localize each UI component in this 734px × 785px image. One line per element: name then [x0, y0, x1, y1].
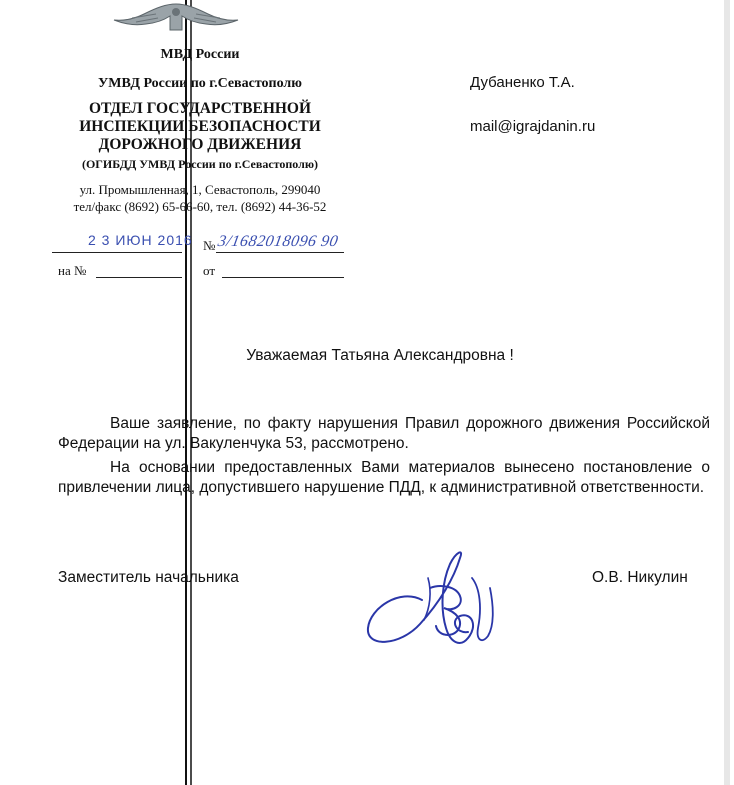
recipient-name: Дубаненко Т.А.: [470, 74, 575, 91]
number-sign: №: [203, 238, 216, 253]
registration-date-stamp: 2 3 ИЮН 2016: [88, 232, 193, 248]
signatory-name: О.В. Никулин: [592, 569, 688, 586]
scan-edge: [724, 0, 730, 785]
ministry-name: МВД России: [160, 47, 240, 62]
department-line-3: ДОРОЖНОГО ДВИЖЕНИЯ: [98, 136, 302, 153]
department-address: ул. Промышленная, 1, Севастополь, 299040: [79, 182, 321, 197]
letter-paragraph-1: Ваше заявление, по факту нарушения Правил дорожного движения Российской Федерации на ул. Вакуленчука 53, рассмотрено.: [58, 415, 710, 452]
recipient-email: mail@igrajdanin.ru: [470, 118, 596, 135]
reference-label: на №: [58, 263, 87, 278]
handwritten-signature: [360, 548, 510, 658]
department-line-2: ИНСПЕКЦИИ БЕЗОПАСНОСТИ: [79, 118, 321, 135]
department-phones: тел/факс (8692) 65-66-60, тел. (8692) 44-36-52: [73, 199, 327, 214]
date-underline: [52, 252, 182, 253]
department-name: [40, 100, 360, 154]
eagle-emblem-icon: [112, 0, 240, 34]
department-abbreviation: (ОГИБДД УМВД России по г.Севастополю): [81, 157, 319, 171]
registration-number: 3/1682018096 90: [216, 233, 340, 250]
reference-underline: [96, 277, 182, 278]
number-underline: [216, 252, 344, 253]
from-label: от: [203, 263, 216, 278]
signatory-position: Заместитель начальника: [58, 569, 239, 586]
from-underline: [222, 277, 344, 278]
salutation: Уважаемая Татьяна Александровна !: [246, 347, 514, 364]
directorate-name: УМВД России по г.Севастополю: [98, 76, 302, 91]
letter-paragraph-2: На основании предоставленных Вами материалов вынесено постановление о привлечении лица, допустившего нарушение ПДД, к административной ответственности.: [58, 459, 710, 496]
department-line-1: ОТДЕЛ ГОСУДАРСТВЕННОЙ: [88, 100, 312, 117]
